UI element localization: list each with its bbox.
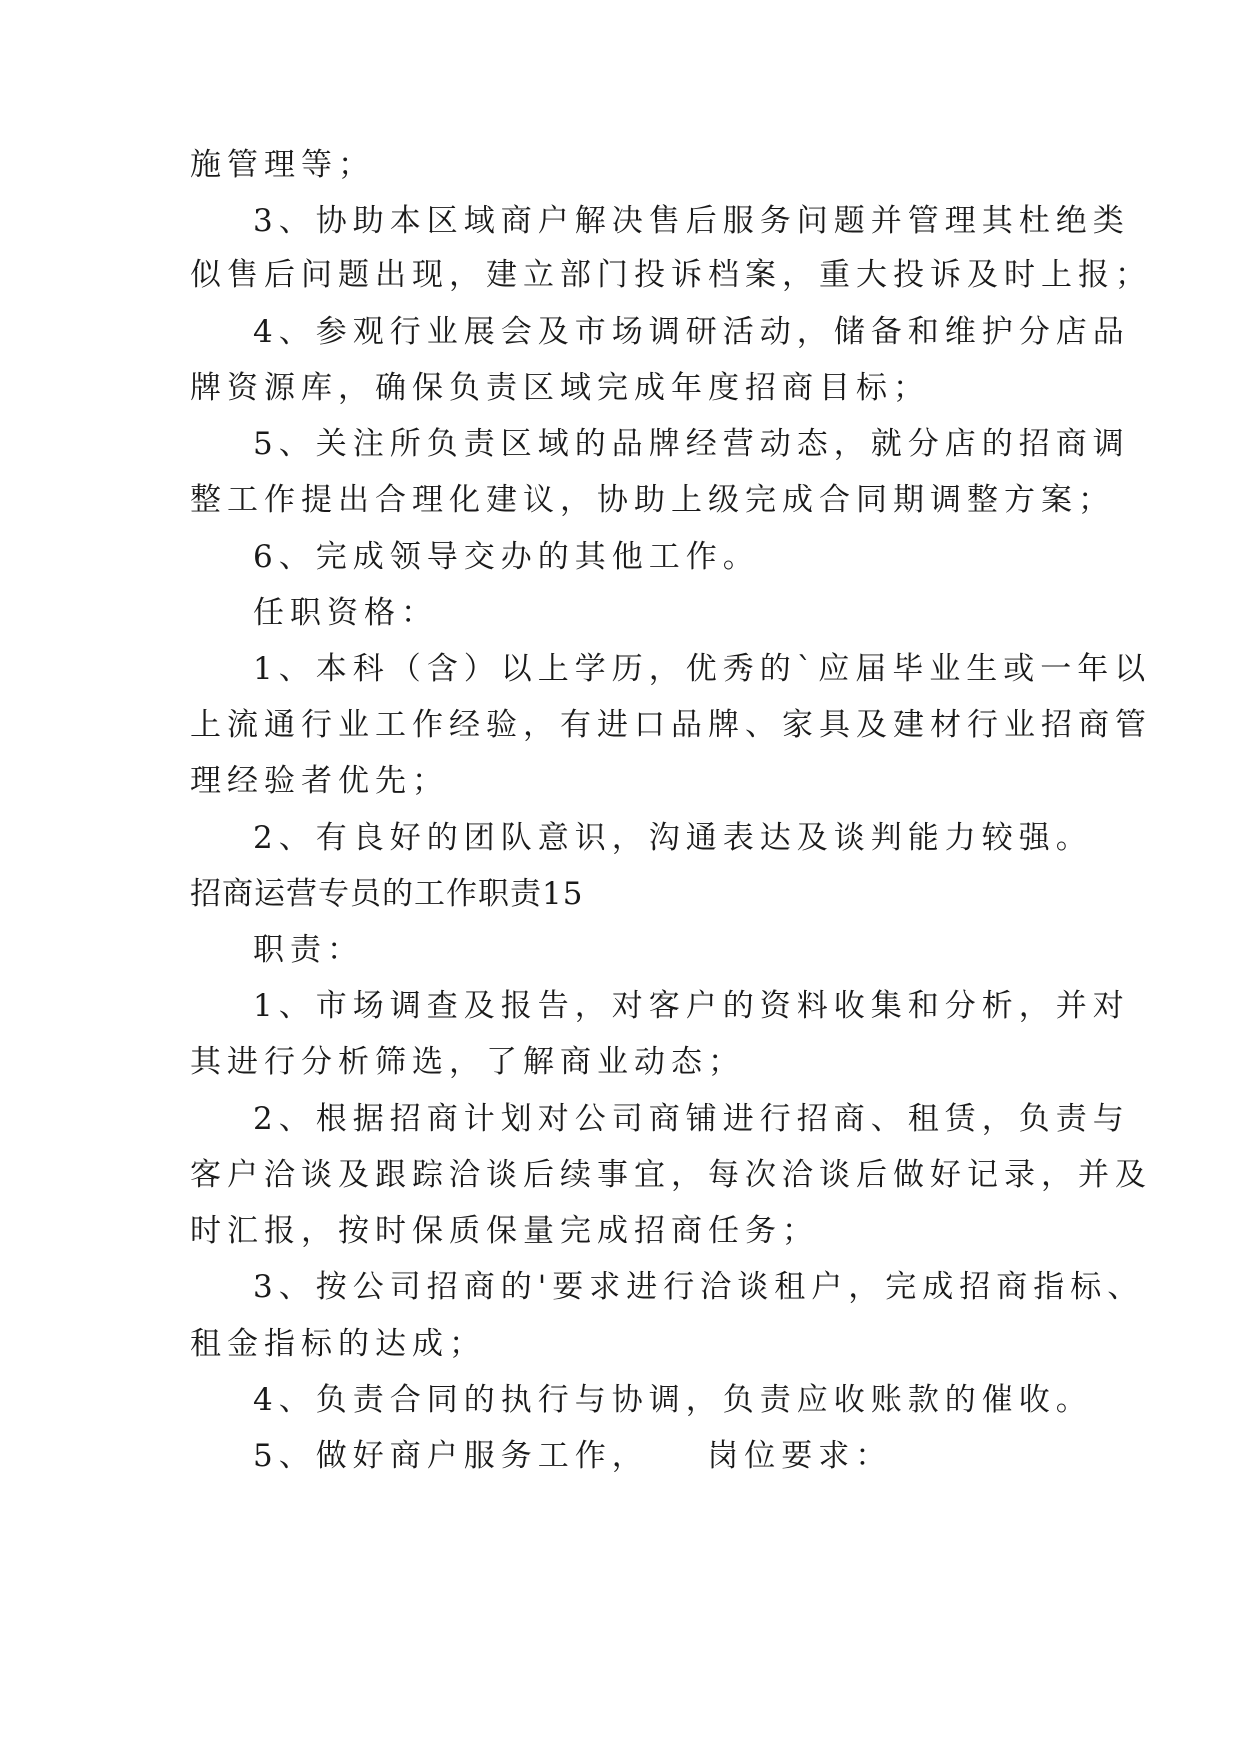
text-line: 施管理等； xyxy=(190,147,375,183)
text-line: 时汇报，按时保质保量完成招商任务； xyxy=(190,1213,819,1249)
text-line: 牌资源库，确保负责区域完成年度招商目标； xyxy=(190,370,930,406)
text-line: 4、参观行业展会及市场调研活动，储备和维护分店品 xyxy=(253,314,1130,350)
text-line: 1、市场调查及报告，对客户的资料收集和分析，并对 xyxy=(253,988,1130,1024)
text-line: 似售后问题出现，建立部门投诉档案，重大投诉及时上报； xyxy=(190,257,1152,293)
text-line: 3、协助本区域商户解决售后服务问题并管理其杜绝类 xyxy=(253,203,1130,239)
text-line: 理经验者优先； xyxy=(190,763,449,799)
text-line: 5、关注所负责区域的品牌经营动态，就分店的招商调 xyxy=(253,426,1130,462)
text-line: 2、有良好的团队意识，沟通表达及谈判能力较强。 xyxy=(253,820,1093,856)
text-line: 2、根据招商计划对公司商铺进行招商、租赁，负责与 xyxy=(253,1101,1130,1137)
section-heading: 任职资格： xyxy=(253,595,438,631)
text-line: 其进行分析筛选，了解商业动态； xyxy=(190,1044,745,1080)
text-line: 整工作提出合理化建议，协助上级完成合同期调整方案； xyxy=(190,482,1115,518)
text-line: 6、完成领导交办的其他工作。 xyxy=(253,539,760,575)
text-line: 租金指标的达成； xyxy=(190,1326,486,1362)
text-line: 上流通行业工作经验，有进口品牌、家具及建材行业招商管 xyxy=(190,707,1152,743)
text-line: 1、本科（含）以上学历，优秀的`应届毕业生或一年以 xyxy=(253,651,1152,687)
text-line: 5、做好商户服务工作， 岗位要求： xyxy=(253,1438,893,1474)
article-title: 招商运营专员的工作职责15 xyxy=(190,876,584,912)
text-line: 3、按公司招商的'要求进行洽谈租户，完成招商指标、 xyxy=(253,1269,1145,1305)
section-heading: 职责： xyxy=(253,932,364,968)
text-line: 客户洽谈及跟踪洽谈后续事宜，每次洽谈后做好记录，并及 xyxy=(190,1157,1152,1193)
text-line: 4、负责合同的执行与协调，负责应收账款的催收。 xyxy=(253,1382,1093,1418)
